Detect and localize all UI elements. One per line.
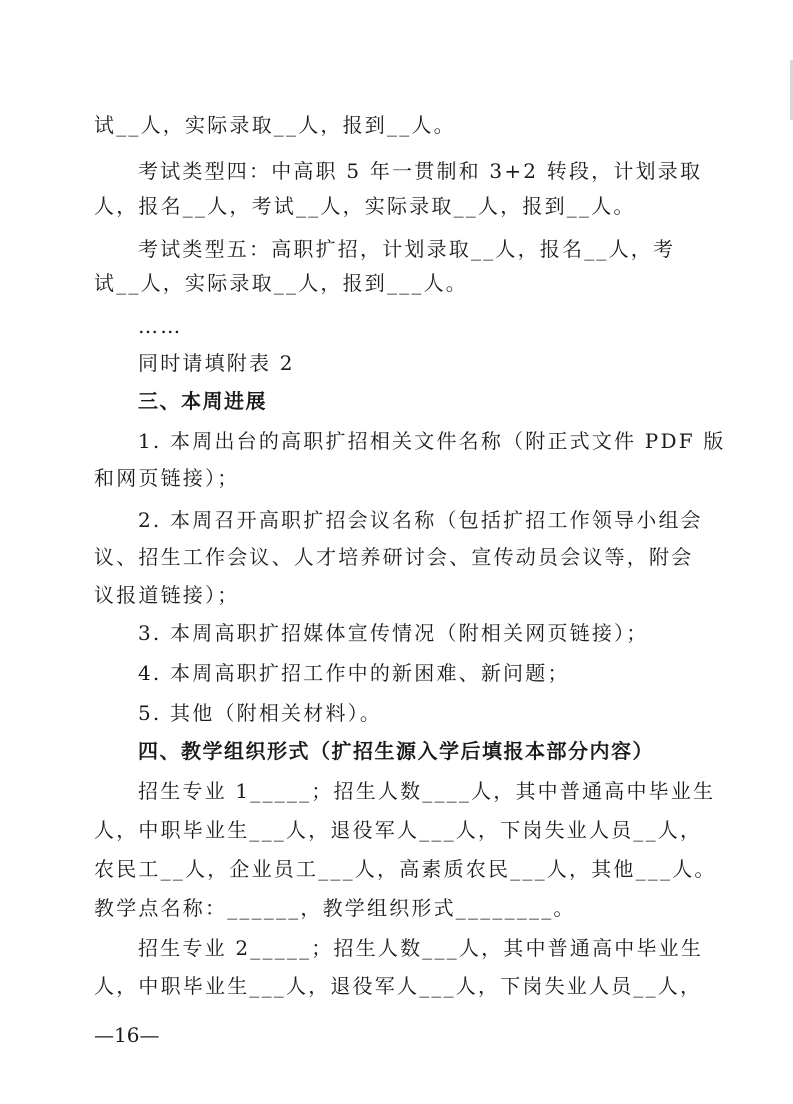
text-line: 议、招生工作会议、人才培养研讨会、宣传动员会议等，附会 (94, 545, 694, 569)
ellipsis-line: …… (138, 314, 183, 338)
text-line: 和网页链接）； (94, 466, 240, 490)
text-line: 人，中职毕业生___人，退役军人___人，下岗失业人员__人， (94, 818, 703, 842)
text-line: 招生专业 2_____；招生人数___人，其中普通高中毕业生 (138, 936, 704, 960)
section-heading: 四、教学组织形式（扩招生源入学后填报本部分内容） (138, 739, 654, 763)
text-line: 试__人，实际录取__人，报到___人。 (94, 271, 468, 295)
section-heading: 三、本周进展 (138, 389, 267, 413)
text-line: 招生专业 1_____；招生人数____人，其中普通高中毕业生 (138, 779, 716, 803)
text-line: 4. 本周高职扩招工作中的新困难、新问题； (138, 661, 570, 685)
text-line: 5. 其他（附相关材料）。 (138, 701, 383, 725)
text-line: 考试类型五：高职扩招，计划录取__人，报名__人，考 (138, 237, 676, 261)
page-number: —16— (94, 1023, 160, 1047)
text-line: 农民工__人，企业员工___人，高素质农民___人，其他___人。 (94, 857, 717, 881)
text-line: 人，中职毕业生___人，退役军人___人，下岗失业人员__人， (94, 974, 703, 998)
text-line: 人，报名__人，考试__人，实际录取__人，报到__人。 (94, 194, 636, 218)
text-line: 同时请填附表 2 (138, 351, 295, 375)
text-line: 议报道链接）； (94, 583, 240, 607)
text-line: 3. 本周高职扩招媒体宣传情况（附相关网页链接）； (138, 621, 649, 645)
text-line: 试__人，实际录取__人，报到__人。 (94, 113, 456, 137)
text-line: 教学点名称：______，教学组织形式________。 (94, 896, 576, 920)
text-line: 考试类型四：中高职 5 年一贯制和 3+2 转段，计划录取 (138, 159, 703, 183)
text-line: 1. 本周出台的高职扩招相关文件名称（附正式文件 PDF 版 (138, 429, 726, 453)
text-line: 2. 本周召开高职扩招会议名称（包括扩招工作领导小组会 (138, 508, 703, 532)
